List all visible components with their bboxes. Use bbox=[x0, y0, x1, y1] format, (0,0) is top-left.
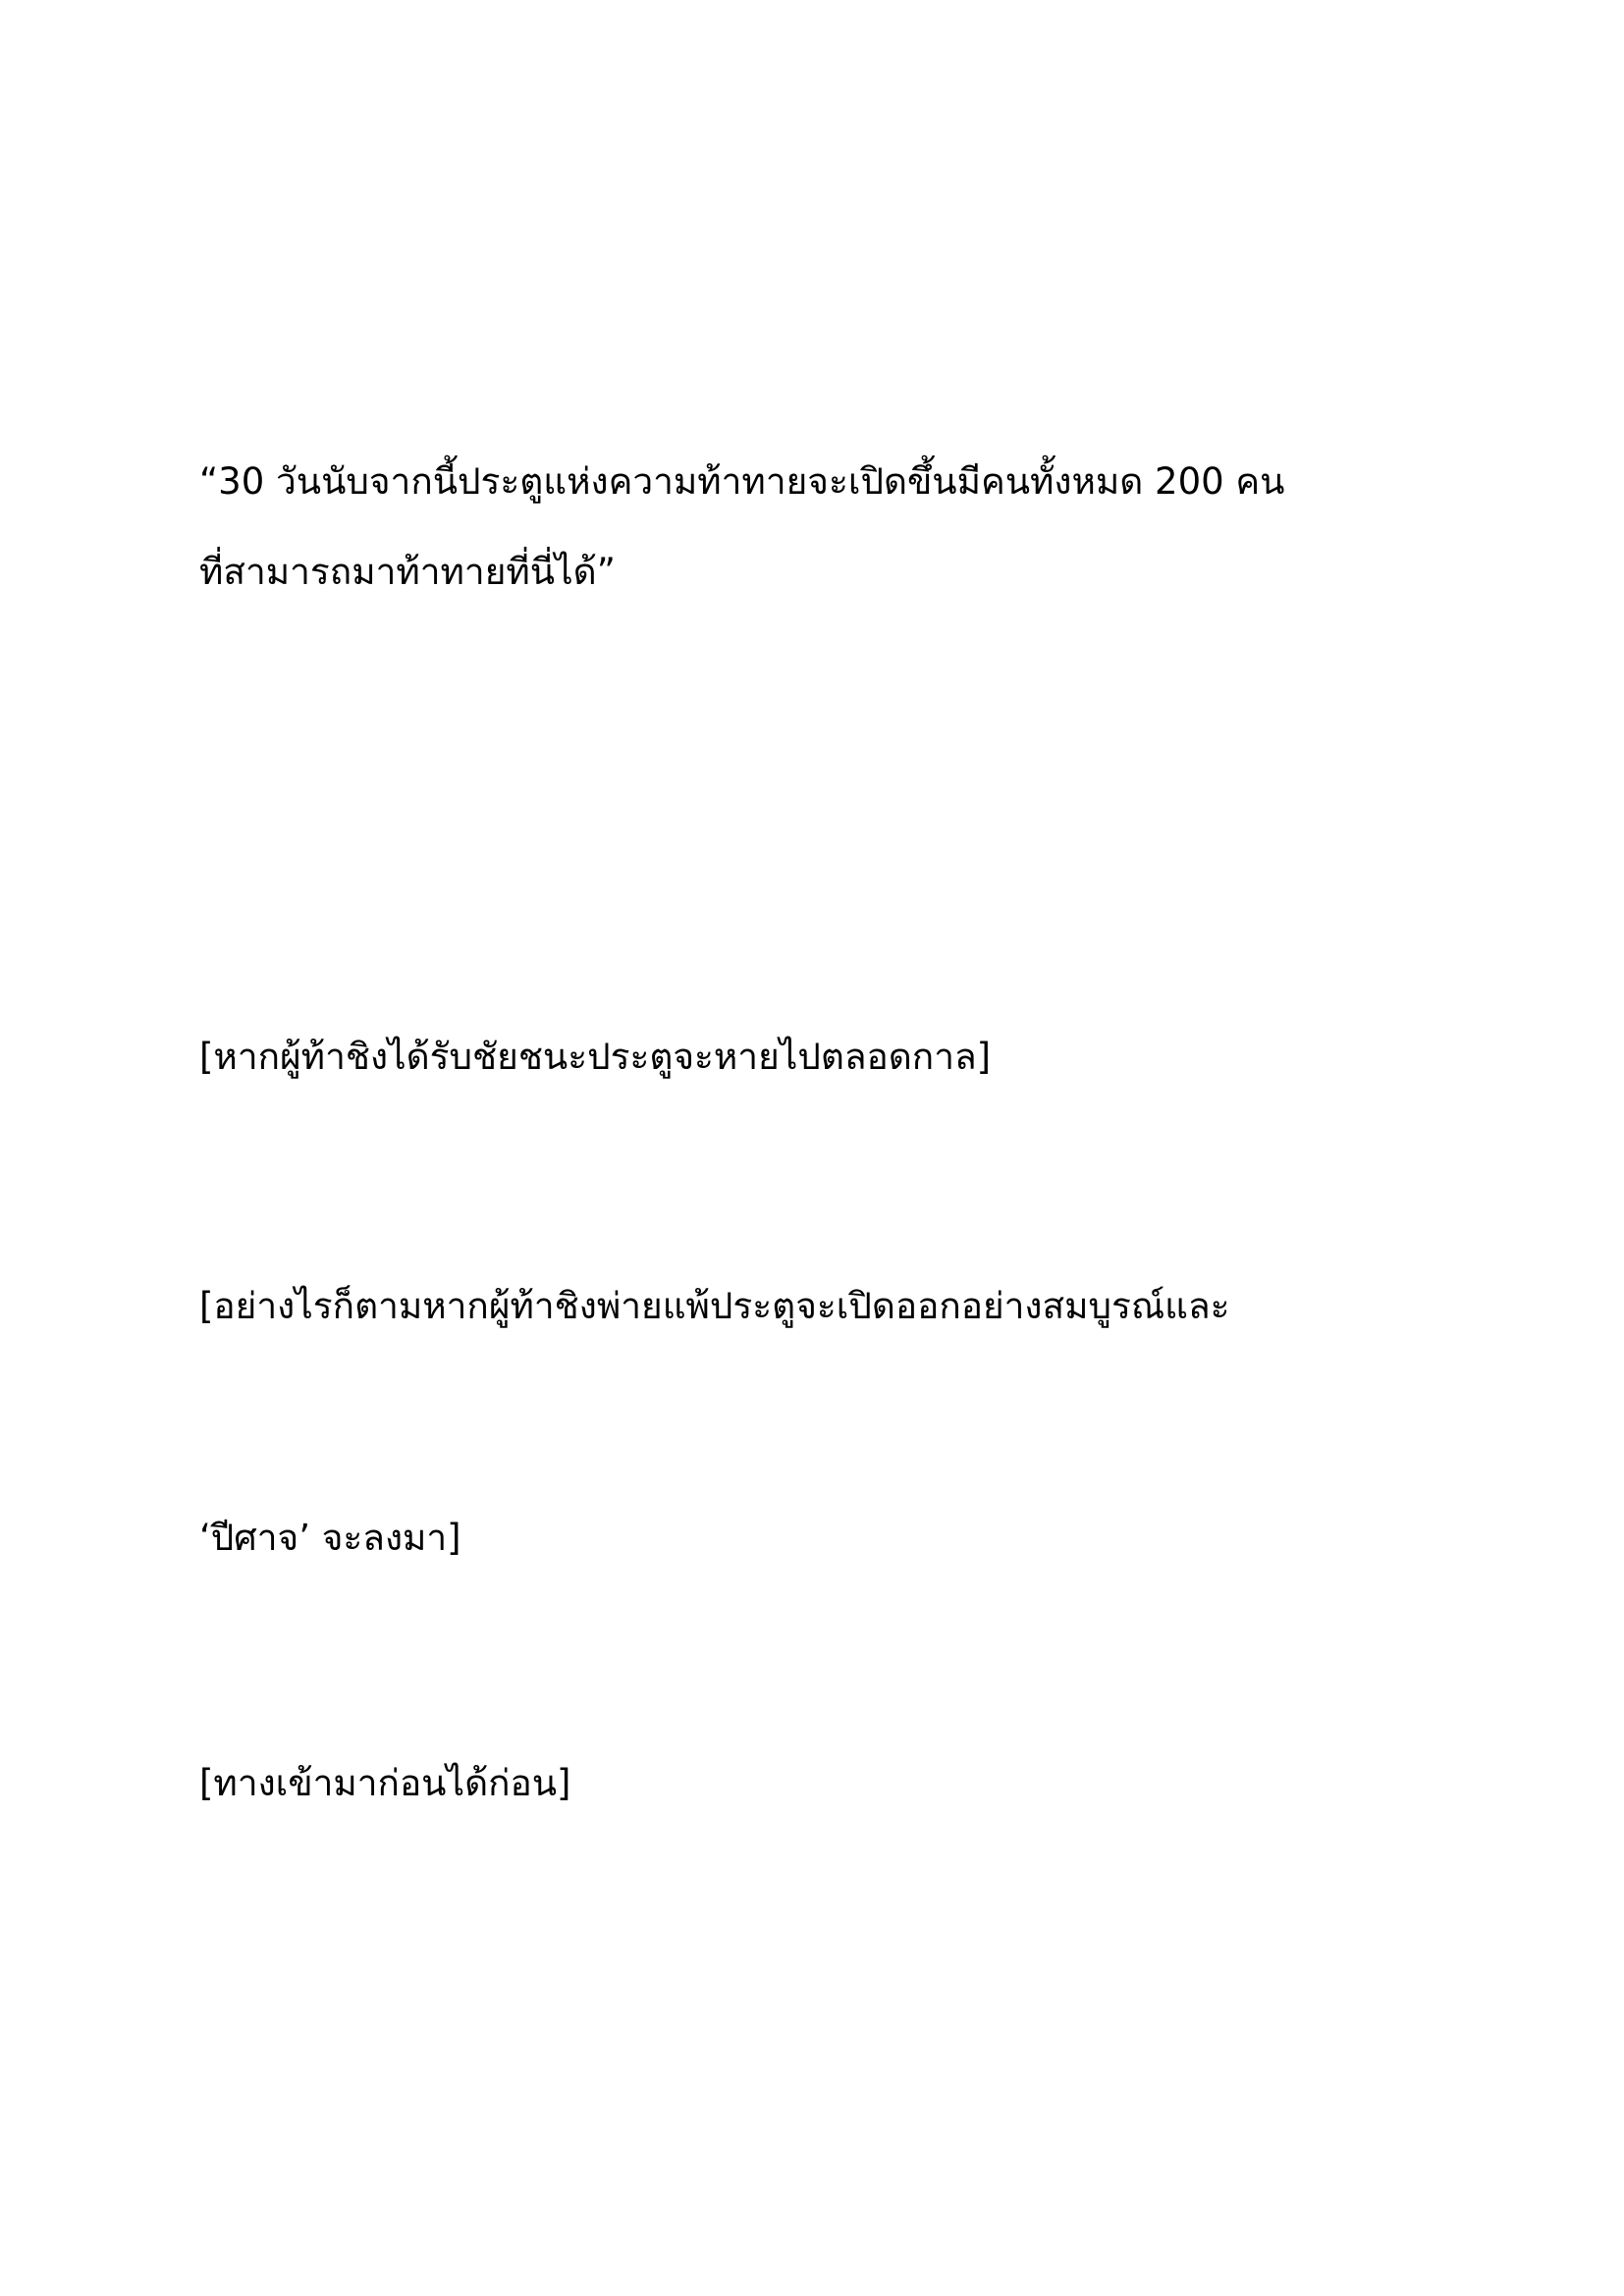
system-message-entry-rule: [ทางเข้ามาก่อนได้ก่อน] bbox=[199, 1762, 571, 1804]
system-message-defeat-line-1: [อย่างไรก็ตามหากผู้ท้าชิงพ่ายแพ้ประตูจะเปิดออกอย่างสมบูรณ์และ bbox=[199, 1285, 1230, 1327]
quote-line-1: “30 วันนับจากนี้ประตูแห่งความท้าทายจะเปิดขึ้นมีคนทั้งหมด 200 คน bbox=[199, 460, 1285, 503]
system-message-victory: [หากผู้ท้าชิงได้รับชัยชนะประตูจะหายไปตลอดกาล] bbox=[199, 1036, 992, 1078]
quote-line-2: ที่สามารถมาท้าทายที่นี่ได้” bbox=[199, 551, 616, 593]
system-message-defeat-line-2: ‘ปีศาจ’ จะลงมา] bbox=[199, 1517, 461, 1559]
